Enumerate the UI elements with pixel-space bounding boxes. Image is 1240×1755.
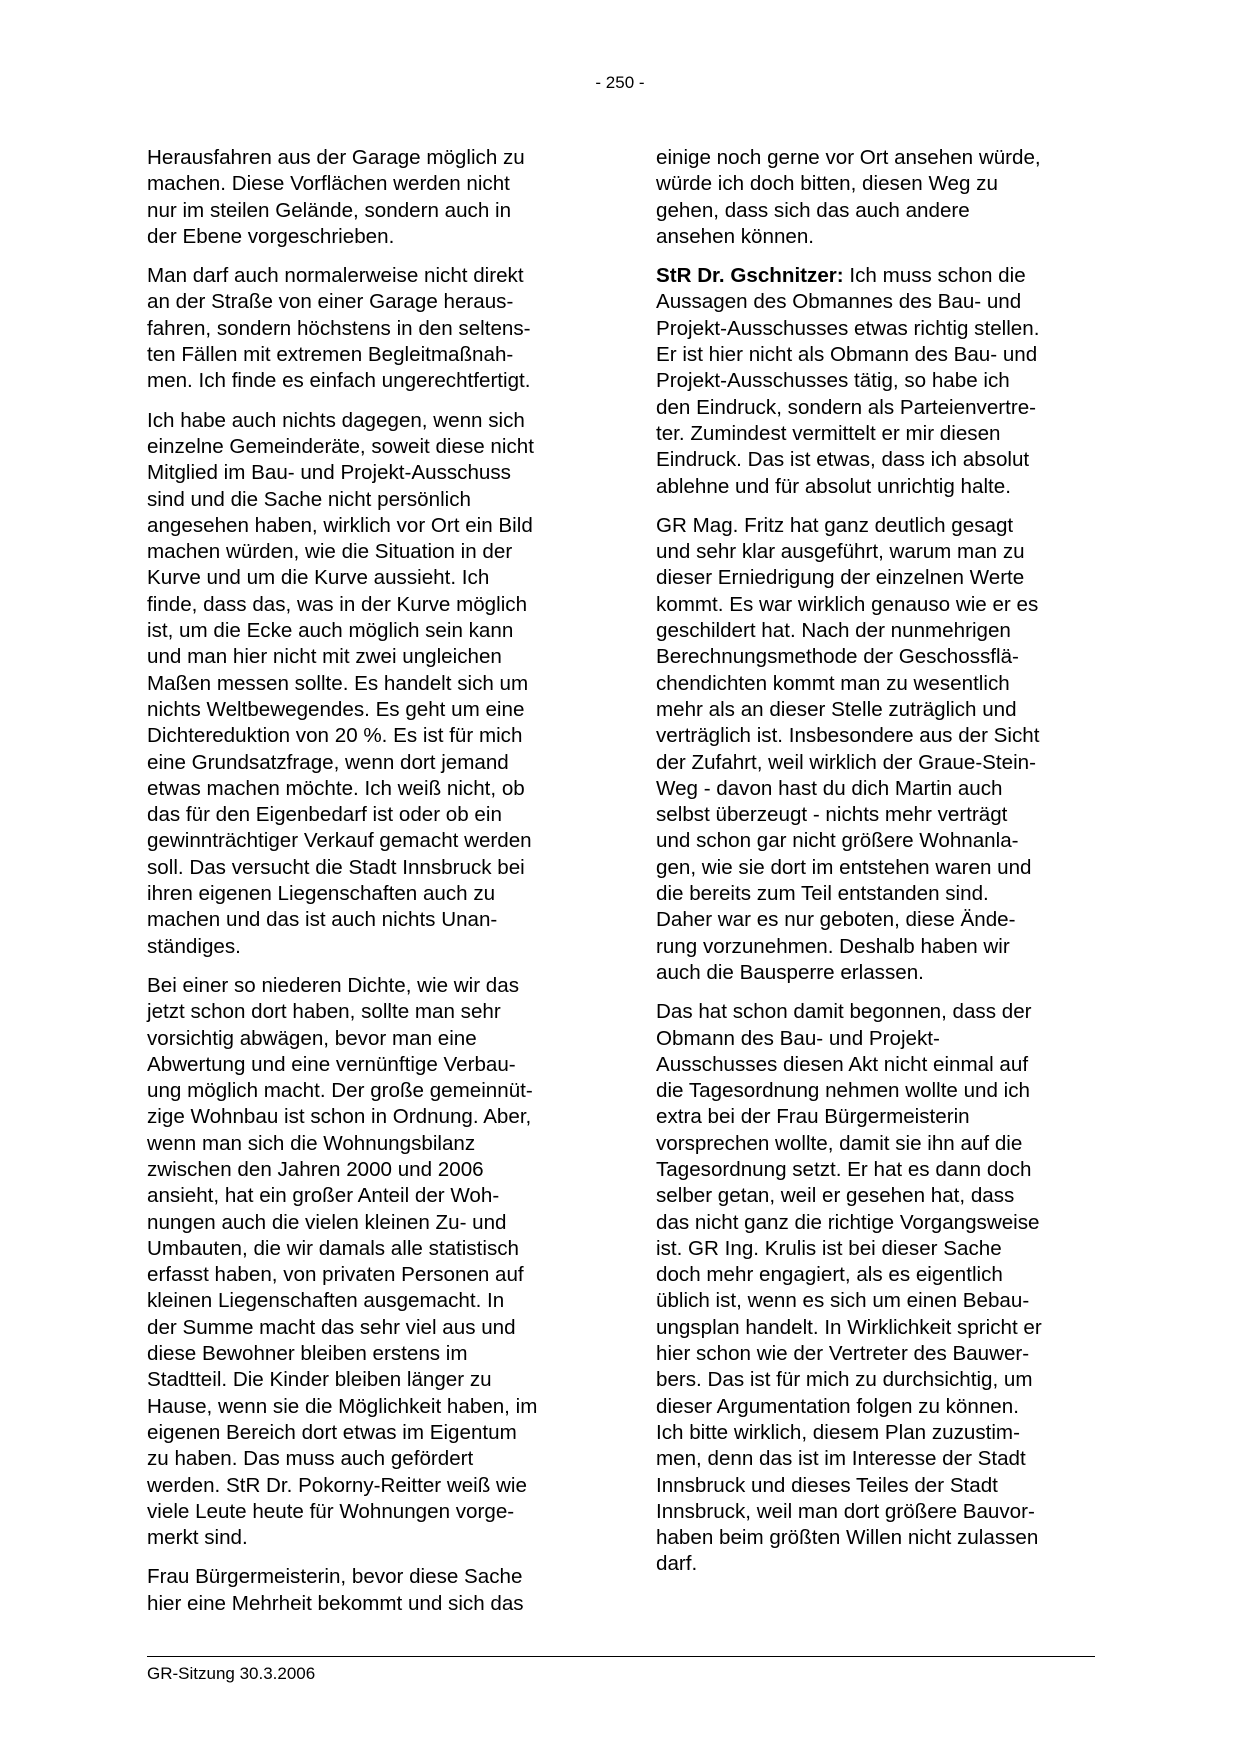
- text-line: mehr als an dieser Stelle zuträglich und: [656, 697, 1017, 721]
- text-line: rung vorzunehmen. Deshalb haben wir: [656, 934, 1010, 958]
- text-line: angesehen haben, wirklich vor Ort ein Bild: [147, 513, 533, 537]
- text-line: Aussagen des Obmannes des Bau- und: [656, 290, 1022, 314]
- text-line: men, denn das ist im Interesse der Stadt: [656, 1447, 1026, 1471]
- text-line: Kurve und um die Kurve aussieht. Ich: [147, 566, 490, 590]
- text-line: der Summe macht das sehr viel aus und: [147, 1315, 516, 1339]
- text-line: einzelne Gemeinderäte, soweit diese nicht: [147, 434, 534, 458]
- text-line: Er ist hier nicht als Obmann des Bau- und: [656, 343, 1038, 367]
- text-line: zu haben. Das muss auch gefördert: [147, 1447, 474, 1471]
- text-line: Projekt-Ausschusses tätig, so habe ich: [656, 369, 1010, 393]
- paragraph: [656, 999, 1100, 1578]
- text-line: etwas machen möchte. Ich weiß nicht, ob: [147, 776, 525, 800]
- text-line: viele Leute heute für Wohnungen vorge-: [147, 1499, 515, 1523]
- text-line: Abwertung und eine vernünftige Verbau-: [147, 1052, 516, 1076]
- text-line: Ich bitte wirklich, diesem Plan zuzustim-: [656, 1420, 1020, 1444]
- text-line: Ich habe auch nichts dagegen, wenn sich: [147, 408, 525, 432]
- text-line: die Tagesordnung nehmen wollte und ich: [656, 1079, 1031, 1103]
- text-line: jetzt schon dort haben, sollte man sehr: [147, 1000, 501, 1024]
- paragraph: [147, 263, 587, 394]
- text-line: Eindruck. Das ist etwas, dass ich absolut: [656, 448, 1030, 472]
- text-line: Man darf auch normalerweise nicht direkt: [147, 264, 524, 288]
- text-line: nungen auch die vielen kleinen Zu- und: [147, 1210, 507, 1234]
- speaker-line: [656, 263, 1100, 289]
- text-line: Stadtteil. Die Kinder bleiben länger zu: [147, 1368, 492, 1392]
- text-line: fahren, sondern höchstens in den seltens-: [147, 316, 531, 340]
- text-line: bers. Das ist für mich zu durchsichtig, um: [656, 1368, 1033, 1392]
- text-line: Innsbruck und dieses Teiles der Stadt: [656, 1473, 998, 1497]
- text-line: das nicht ganz die richtige Vorgangsweise: [656, 1210, 1040, 1234]
- text-line: doch mehr engagiert, als es eigentlich: [656, 1263, 1003, 1287]
- text-line: ablehne und für absolut unrichtig halte.: [656, 474, 1011, 498]
- text-line: Frau Bürgermeisterin, bevor diese Sache: [147, 1565, 523, 1589]
- text-line: Innsbruck, weil man dort größere Bauvor-: [656, 1499, 1035, 1523]
- text-line: Herausfahren aus der Garage möglich zu: [147, 146, 525, 169]
- left-column: [147, 145, 587, 1630]
- text-line: die bereits zum Teil entstanden sind.: [656, 882, 989, 906]
- text-line: dieser Argumentation folgen zu können.: [656, 1394, 1019, 1418]
- text-line: Das hat schon damit begonnen, dass der: [656, 1000, 1032, 1024]
- text-line: ansieht, hat ein großer Anteil der Woh-: [147, 1184, 500, 1208]
- text-line: ung möglich macht. Der große gemeinnüt-: [147, 1079, 533, 1103]
- text-line: gewinnträchtiger Verkauf gemacht werden: [147, 829, 532, 853]
- text-line: hier schon wie der Vertreter des Bauwer-: [656, 1342, 1030, 1366]
- text-line: kleinen Liegenschaften ausgemacht. In: [147, 1289, 505, 1313]
- text-line: erfasst haben, von privaten Personen auf: [147, 1263, 524, 1287]
- text-line: Weg - davon hast du dich Martin auch: [656, 776, 1003, 800]
- paragraph: [147, 408, 587, 960]
- text-line: selbst überzeugt - nichts mehr verträgt: [656, 803, 1008, 827]
- paragraph: [147, 1564, 587, 1617]
- text-line: geschildert hat. Nach der nunmehrigen: [656, 619, 1011, 643]
- text-line: würde ich doch bitten, diesen Weg zu: [656, 172, 998, 196]
- text-line: und man hier nicht mit zwei ungleichen: [147, 645, 502, 669]
- text-line: machen. Diese Vorflächen werden nicht: [147, 172, 510, 196]
- text-line: extra bei der Frau Bürgermeisterin: [656, 1105, 970, 1129]
- text-line: ist, um die Ecke auch möglich sein kann: [147, 619, 514, 643]
- text-line: verträglich ist. Insbesondere aus der Sicht: [656, 724, 1040, 748]
- paragraph: [656, 513, 1100, 986]
- text-line: Mitglied im Bau- und Projekt-Ausschuss: [147, 461, 511, 485]
- text-line: GR Mag. Fritz hat ganz deutlich gesagt: [656, 513, 1014, 537]
- text-line: gehen, dass sich das auch andere: [656, 198, 970, 222]
- text-line: Maßen messen sollte. Es handelt sich um: [147, 671, 529, 695]
- text-line: sind und die Sache nicht persönlich: [147, 487, 471, 511]
- text-line: Ausschusses diesen Akt nicht einmal auf: [656, 1052, 1029, 1076]
- text-line: finde, dass das, was in der Kurve möglich: [147, 592, 528, 616]
- text-line: haben beim größten Willen nicht zulassen: [656, 1526, 1039, 1550]
- text-line: zwischen den Jahren 2000 und 2006: [147, 1157, 484, 1181]
- page-number: - 250 -: [595, 73, 645, 92]
- text-line: der Ebene vorgeschrieben.: [147, 224, 395, 248]
- text-line: auch die Bausperre erlassen.: [656, 960, 924, 984]
- text-line: soll. Das versucht die Stadt Innsbruck bei: [147, 855, 525, 879]
- text-line: kommt. Es war wirklich genauso wie er es: [656, 592, 1039, 616]
- text-line: Berechnungsmethode der Geschossflä-: [656, 645, 1019, 669]
- text-line: ist. GR Ing. Krulis ist bei dieser Sache: [656, 1236, 1002, 1260]
- text-line: den Eindruck, sondern als Parteienvertre-: [656, 395, 1037, 419]
- text-line: ihren eigenen Liegenschaften auch zu: [147, 882, 496, 906]
- text-line: diese Bewohner bleiben erstens im: [147, 1342, 468, 1366]
- text-line: Tagesordnung setzt. Er hat es dann doch: [656, 1157, 1032, 1181]
- speaker-name: StR Dr. Gschnitzer:: [656, 264, 844, 288]
- text-line: üblich ist, wenn es sich um einen Bebau-: [656, 1289, 1030, 1313]
- text-line: an der Straße von einer Garage heraus-: [147, 290, 514, 314]
- footer-divider: [147, 1656, 1095, 1657]
- text-line: darf.: [656, 1552, 698, 1576]
- text-line: ungsplan handelt. In Wirklichkeit spricht er: [656, 1315, 1042, 1339]
- text-line: machen und das ist auch nichts Unan-: [147, 908, 498, 932]
- text-line: selber getan, weil er gesehen hat, dass: [656, 1184, 1015, 1208]
- text-line: ten Fällen mit extremen Begleitmaßnah-: [147, 343, 514, 367]
- text-line: das für den Eigenbedarf ist oder ob ein: [147, 803, 502, 827]
- text-line: eigenen Bereich dort etwas im Eigentum: [147, 1420, 517, 1444]
- text-line: hier eine Mehrheit bekommt und sich das: [147, 1591, 524, 1615]
- text-line: zige Wohnbau ist schon in Ordnung. Aber,: [147, 1105, 532, 1129]
- text-line: werden. StR Dr. Pokorny-Reitter weiß wie: [147, 1473, 527, 1497]
- text-line: und sehr klar ausgeführt, warum man zu: [656, 540, 1025, 564]
- text-line: nur im steilen Gelände, sondern auch in: [147, 198, 512, 222]
- text-line: Dichtereduktion von 20 %. Es ist für mich: [147, 724, 523, 748]
- text-line: gen, wie sie dort im entstehen waren und: [656, 855, 1032, 879]
- text-line: ansehen können.: [656, 224, 815, 248]
- speaker-line-text: Ich muss schon die: [843, 264, 1026, 288]
- text-line: ter. Zumindest vermittelt er mir diesen: [656, 421, 1001, 445]
- text-line: der Zufahrt, weil wirklich der Graue-Stein-: [656, 750, 1036, 774]
- text-line: wenn man sich die Wohnungsbilanz: [147, 1131, 476, 1155]
- text-line: Hause, wenn sie die Möglichkeit haben, im: [147, 1394, 538, 1418]
- paragraph: [656, 145, 1100, 250]
- paragraph: [147, 145, 587, 250]
- text-line: vorsprechen wollte, damit sie ihn auf die: [656, 1131, 1023, 1155]
- text-line: Umbauten, die wir damals alle statistisch: [147, 1236, 519, 1260]
- text-line: einige noch gerne vor Ort ansehen würde,: [656, 146, 1041, 169]
- text-line: Daher war es nur geboten, diese Ände-: [656, 908, 1016, 932]
- text-line: Projekt-Ausschusses etwas richtig stellen.: [656, 316, 1040, 340]
- footer-session-date: GR-Sitzung 30.3.2006: [147, 1664, 316, 1683]
- text-line: vorsichtig abwägen, bevor man eine: [147, 1026, 477, 1050]
- text-line: machen würden, wie die Situation in der: [147, 540, 513, 564]
- text-line: nichts Weltbewegendes. Es geht um eine: [147, 697, 525, 721]
- text-line: eine Grundsatzfrage, wenn dort jemand: [147, 750, 509, 774]
- text-line: men. Ich finde es einfach ungerechtfertigt.: [147, 369, 531, 393]
- text-line: Obmann des Bau- und Projekt-: [656, 1026, 940, 1050]
- text-line: chendichten kommt man zu wesentlich: [656, 671, 1010, 695]
- text-line: dieser Erniedrigung der einzelnen Werte: [656, 566, 1025, 590]
- text-line: und schon gar nicht größere Wohnanla-: [656, 829, 1019, 853]
- text-line: Bei einer so niederen Dichte, wie wir das: [147, 973, 520, 997]
- text-line: merkt sind.: [147, 1526, 248, 1550]
- paragraph: [147, 973, 587, 1552]
- right-column: [656, 145, 1100, 1591]
- paragraph: [656, 263, 1100, 500]
- text-line: ständiges.: [147, 934, 241, 958]
